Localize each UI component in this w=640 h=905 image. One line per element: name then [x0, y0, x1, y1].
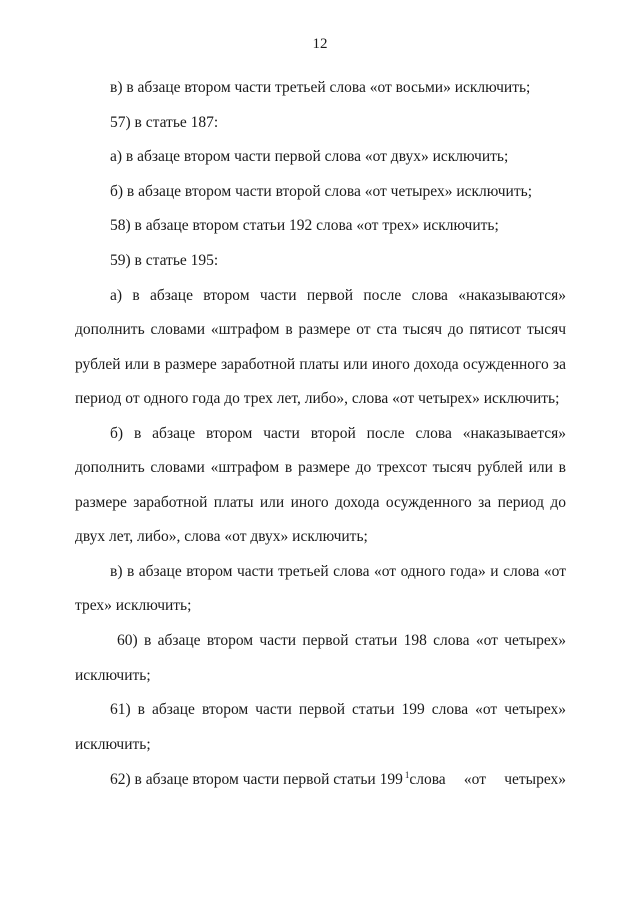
text-line: размере заработной платы или иного дохода осужденного за период до	[75, 494, 566, 511]
text-line: трех» исключить;	[75, 597, 192, 614]
text-line: исключить;	[75, 667, 151, 684]
text-line: дополнить словами «штрафом в размере до трехсот тысяч рублей или в	[75, 459, 566, 476]
text-line: а) в абзаце втором части первой после слова «наказываются»	[110, 287, 566, 304]
text-line: б) в абзаце втором части второй слова «от четырех» исключить;	[110, 183, 533, 200]
text-line: дополнить словами «штрафом в размере от ста тысяч до пятисот тысяч	[75, 321, 566, 338]
text-line: в) в абзаце втором части третьей слова «от одного года» и слова «от	[110, 563, 566, 580]
text-line: 60) в абзаце втором части первой статьи 198 слова «от четырех»	[117, 632, 566, 649]
text-line: рублей или в размере заработной платы или иного дохода осужденного за	[75, 356, 566, 373]
text-line: 61) в абзаце втором части первой статьи 199 слова «от четырех»	[110, 701, 566, 718]
superscript: 1	[404, 770, 410, 780]
text-line: в) в абзаце втором части третьей слова «от восьми» исключить;	[110, 79, 531, 96]
last-line-end: слова «от четырех»	[409, 771, 566, 788]
text-line: исключить;	[75, 736, 151, 753]
last-line-start: 62) в абзаце втором части первой статьи 199	[110, 771, 403, 788]
text-line: двух лет, либо», слова «от двух» исключить;	[75, 528, 368, 545]
text-line	[110, 770, 566, 790]
page-number: 12	[312, 36, 328, 52]
text-line: а) в абзаце втором части первой слова «от двух» исключить;	[110, 148, 509, 165]
text-line: 58) в абзаце втором статьи 192 слова «от трех» исключить;	[110, 217, 499, 234]
text-line: 57) в статье 187:	[110, 114, 219, 131]
text-line: б) в абзаце втором части второй после слова «наказывается»	[110, 425, 566, 442]
text-line: 59) в статье 195:	[110, 252, 219, 269]
text-line: период от одного года до трех лет, либо», слова «от четырех» исключить;	[75, 390, 560, 407]
